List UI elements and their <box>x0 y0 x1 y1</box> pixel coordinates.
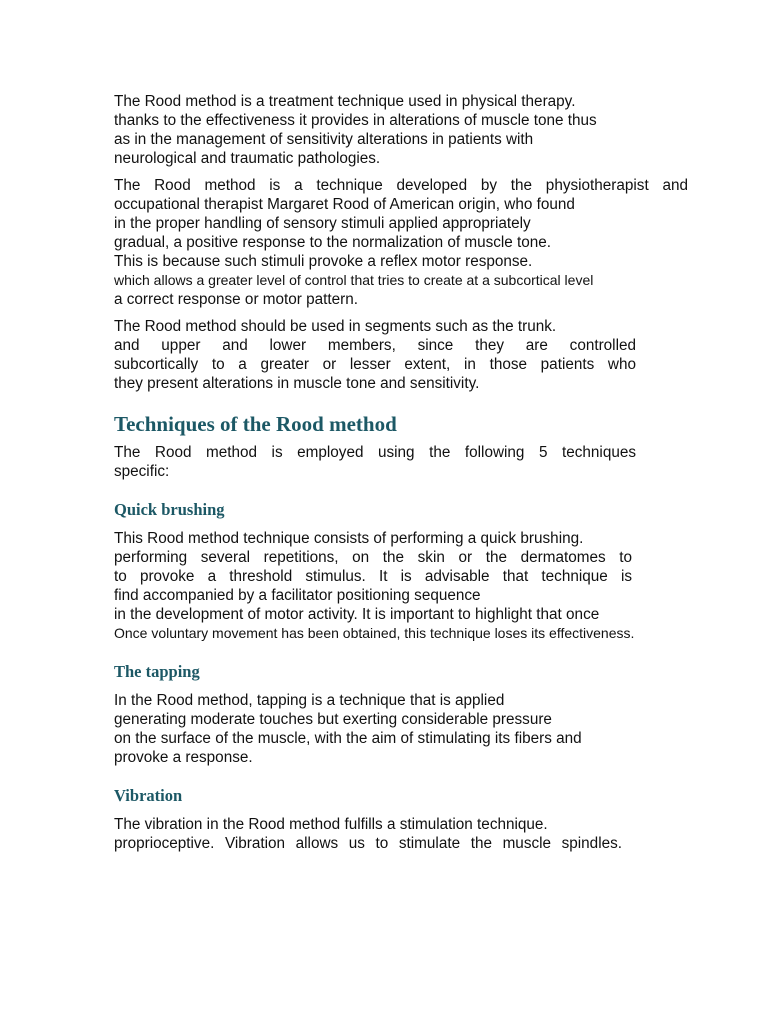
vibration-paragraph <box>114 815 688 853</box>
intro-paragraph-1 <box>114 92 688 168</box>
text-line: gradual, a positive response to the normalization of muscle tone. <box>114 234 552 251</box>
text-line: This is because such stimuli provoke a reflex motor response. <box>114 253 533 270</box>
text-line: In the Rood method, tapping is a technique that is applied <box>114 692 505 709</box>
text-line: specific: <box>114 463 170 480</box>
tapping-paragraph <box>114 691 688 767</box>
text-line: which allows a greater level of control that tries to create at a subcortical level <box>114 272 594 288</box>
text-line: performing several repetitions, on the skin or the dermatomes to <box>114 549 632 566</box>
text-line: proprioceptive. Vibration allows us to stimulate the muscle spindles. <box>114 835 622 852</box>
text-line: on the surface of the muscle, with the aim of stimulating its fibers and <box>114 730 582 747</box>
techniques-intro <box>114 443 636 481</box>
subheading-tapping: The tapping <box>114 662 200 681</box>
text-line: The Rood method is a treatment technique used in physical therapy. <box>114 93 576 110</box>
text-line: as in the management of sensitivity alterations in patients with <box>114 131 534 148</box>
text-line: they present alterations in muscle tone and sensitivity. <box>114 375 480 392</box>
text-line: to provoke a threshold stimulus. It is advisable that technique is <box>114 568 632 585</box>
text-line: in the proper handling of sensory stimuli applied appropriately <box>114 215 531 232</box>
text-line: thanks to the effectiveness it provides in alterations of muscle tone thus <box>114 112 597 129</box>
text-line: This Rood method technique consists of performing a quick brushing. <box>114 530 584 547</box>
text-line: find accompanied by a facilitator positioning sequence <box>114 587 481 604</box>
text-line: provoke a response. <box>114 749 253 766</box>
subheading-vibration: Vibration <box>114 786 183 805</box>
text-line: The Rood method should be used in segments such as the trunk. <box>114 318 557 335</box>
text-line: Once voluntary movement has been obtained, this technique loses its effectiveness. <box>114 625 635 641</box>
text-line: The Rood method is employed using the following 5 techniques <box>114 444 636 461</box>
text-line: The vibration in the Rood method fulfills a stimulation technique. <box>114 816 548 833</box>
text-line: and upper and lower members, since they are controlled <box>114 337 636 354</box>
intro-paragraph-3 <box>114 317 636 393</box>
subheading-quick-brushing: Quick brushing <box>114 500 225 519</box>
intro-paragraph-2 <box>114 176 688 309</box>
text-line: subcortically to a greater or lesser extent, in those patients who <box>114 356 636 373</box>
text-line: neurological and traumatic pathologies. <box>114 150 381 167</box>
text-line: generating moderate touches but exerting considerable pressure <box>114 711 552 728</box>
text-line: a correct response or motor pattern. <box>114 291 359 308</box>
text-line: The Rood method is a technique developed by the physiotherapist and <box>114 177 688 194</box>
document-body <box>114 92 688 853</box>
section-heading-techniques: Techniques of the Rood method <box>114 412 397 436</box>
quick-brushing-paragraph <box>114 529 688 643</box>
text-line: in the development of motor activity. It is important to highlight that once <box>114 606 600 623</box>
text-line: occupational therapist Margaret Rood of American origin, who found <box>114 196 575 213</box>
